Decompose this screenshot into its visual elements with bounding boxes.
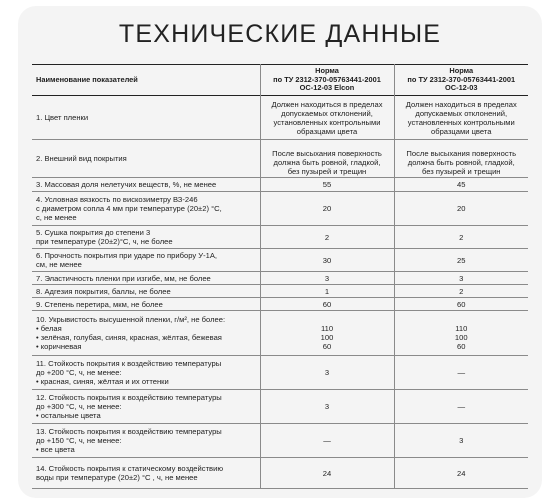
header-norm-elcon (260, 65, 394, 96)
row-value-line: 25 (457, 255, 466, 265)
row-value-elcon (260, 298, 394, 311)
row-parameter-name (32, 96, 260, 140)
row-parameter-line: с, не менее (36, 213, 77, 222)
row-parameter-line: • белая (36, 324, 62, 333)
row-parameter-name (32, 298, 260, 311)
row-parameter-name (32, 272, 260, 285)
row-parameter-line: 3. Массовая доля нелетучих веществ, %, не менее (36, 180, 217, 189)
row-parameter-line: до +300 °С, ч, не менее: (36, 402, 122, 411)
row-value-os (394, 298, 528, 311)
tech-data-table (32, 64, 528, 489)
header-norm-os (394, 65, 528, 96)
row-value-elcon (260, 96, 394, 140)
row-parameter-name (32, 140, 260, 178)
row-parameter-line: 10. Укрывистость высушенной пленки, г/м², не более: (36, 315, 226, 324)
row-parameter-name (32, 458, 260, 489)
row-parameter-line: 12. Стойкость покрытия к воздействию температуры (36, 393, 222, 402)
row-value-line: 24 (322, 468, 332, 478)
row-parameter-name (32, 178, 260, 192)
row-value-line: Должен находиться в пределах (405, 99, 517, 109)
table-row (32, 311, 528, 356)
table-body (32, 96, 528, 489)
row-parameter-name (32, 390, 260, 424)
row-parameter-line: 4. Условная вязкость по вискозиметру ВЗ-246 (36, 195, 198, 204)
row-value-line: — (457, 368, 466, 377)
row-parameter-line: 11. Стойкость покрытия к воздействию температуры (36, 359, 222, 368)
row-parameter-name (32, 226, 260, 249)
row-value-line: 60 (457, 341, 466, 351)
row-value-os (394, 424, 528, 458)
table-row (32, 249, 528, 272)
table-row (32, 272, 528, 285)
table-row (32, 285, 528, 298)
row-value-line: 3 (459, 436, 464, 445)
row-value-line: 100 (320, 332, 334, 342)
row-value-os (394, 249, 528, 272)
header-name: Наименование показателей (36, 74, 138, 84)
row-value-line: образцами цвета (296, 126, 358, 136)
row-parameter-name (32, 311, 260, 356)
row-value-line: После высыхания поверхность (272, 149, 382, 158)
table-row (32, 178, 528, 192)
row-value-line: установленных контрольными (273, 117, 381, 127)
row-value-os (394, 226, 528, 249)
header-norm-os-line: по ТУ 2312-370-05763441-2001 (407, 74, 516, 84)
row-value-os (394, 272, 528, 285)
row-value-os (394, 140, 528, 178)
row-value-line: 45 (457, 180, 466, 189)
row-value-line: После высыхания поверхность (406, 149, 517, 158)
row-value-elcon (260, 272, 394, 285)
header-norm-os-line: Норма (449, 66, 474, 76)
row-value-line: — (323, 436, 331, 445)
row-value-elcon (260, 311, 394, 356)
row-value-line: 24 (457, 468, 466, 478)
table-row (32, 356, 528, 390)
row-parameter-line: 2. Внешний вид покрытия (36, 154, 127, 163)
row-value-elcon (260, 390, 394, 424)
row-parameter-name (32, 249, 260, 272)
row-parameter-line: • коричневая (36, 342, 82, 351)
row-parameter-line: 6. Прочность покрытия при ударе по прибору У-1А, (36, 251, 218, 260)
page-title: ТЕХНИЧЕСКИЕ ДАННЫЕ (118, 20, 442, 48)
row-value-line: Должен находиться в пределах (271, 99, 383, 109)
row-value-os (394, 458, 528, 489)
row-parameter-name (32, 424, 260, 458)
row-value-line: 100 (454, 332, 468, 342)
row-value-line: — (457, 402, 466, 411)
row-value-line: 55 (322, 180, 332, 189)
row-value-elcon (260, 178, 394, 192)
row-value-line: без пузырей и трещин (287, 167, 367, 176)
table-row (32, 298, 528, 311)
row-value-os (394, 178, 528, 192)
row-value-line: 3 (324, 402, 330, 411)
row-parameter-name (32, 192, 260, 226)
row-value-elcon (260, 192, 394, 226)
row-value-os (394, 311, 528, 356)
row-value-line: 2 (459, 286, 464, 296)
row-value-line: 2 (459, 232, 464, 242)
row-value-elcon (260, 140, 394, 178)
row-parameter-line: с диаметром сопла 4 мм при температуре (20±2) °С, (36, 204, 222, 213)
row-value-line: допускаемых отклонений, (415, 108, 508, 118)
row-value-os (394, 356, 528, 390)
row-value-line: 60 (322, 341, 332, 351)
row-value-elcon (260, 249, 394, 272)
row-parameter-line: 9. Степень перетира, мкм, не более (36, 299, 163, 309)
row-value-elcon (260, 458, 394, 489)
header-norm-os-line: ОС-12-03 (445, 83, 478, 93)
row-value-line: 30 (322, 255, 332, 265)
tech-data-card (18, 6, 542, 498)
row-value-line: 20 (457, 204, 466, 213)
row-parameter-line: до +150 °С, ч, не менее: (36, 436, 122, 445)
row-parameter-line: • красная, синяя, жёлтая и их оттенки (36, 377, 169, 386)
row-value-line: образцами цвета (431, 126, 492, 136)
row-value-os (394, 96, 528, 140)
row-parameter-line: до +200 °С, ч, не менее: (36, 368, 122, 377)
row-value-line: должна быть ровной, гладкой, (273, 158, 381, 167)
row-value-line: 3 (324, 273, 330, 283)
table-row (32, 458, 528, 489)
row-parameter-name (32, 285, 260, 298)
table-row (32, 96, 528, 140)
row-parameter-line: 8. Адгезия покрытия, баллы, не более (36, 286, 171, 296)
row-value-line: установленных контрольными (407, 117, 515, 127)
table-header-row (32, 65, 528, 96)
row-value-line: допускаемых отклонений, (281, 108, 373, 118)
header-norm-elcon-line: ОС-12-03 Elcon (299, 83, 355, 93)
row-value-line: должна быть ровной, гладкой, (407, 158, 515, 167)
row-value-line: 60 (457, 299, 466, 309)
table-row (32, 192, 528, 226)
row-parameter-line: • остальные цвета (36, 411, 101, 420)
row-parameter-line: • все цвета (36, 445, 75, 454)
row-value-line: 2 (324, 232, 330, 242)
row-value-line: без пузырей и трещин (421, 167, 501, 176)
row-parameter-line: при температуре (20±2)°С, ч, не более (36, 237, 173, 246)
header-norm-elcon-line: Норма (315, 66, 339, 76)
row-parameter-line: см, не менее (36, 260, 82, 269)
row-value-line: 3 (459, 273, 464, 283)
row-value-os (394, 390, 528, 424)
row-parameter-line: 5. Сушка покрытия до степени 3 (36, 228, 151, 237)
row-value-elcon (260, 356, 394, 390)
table-row (32, 390, 528, 424)
row-value-line: 110 (455, 323, 468, 333)
row-value-os (394, 192, 528, 226)
row-value-line: 60 (322, 299, 332, 309)
row-parameter-line: 1. Цвет пленки (36, 113, 89, 122)
row-value-line: 1 (324, 286, 330, 296)
row-value-line: 20 (322, 204, 332, 213)
row-parameter-name (32, 356, 260, 390)
row-value-line: 3 (324, 368, 330, 377)
row-value-elcon (260, 424, 394, 458)
row-parameter-line: • зелёная, голубая, синяя, красная, жёлтая, бежевая (36, 333, 222, 342)
row-parameter-line: 13. Стойкость покрытия к воздействию температуры (36, 427, 222, 436)
row-parameter-line: 14. Стойкость покрытия к статическому воздействию (36, 464, 224, 473)
table-row (32, 226, 528, 249)
row-parameter-line: 7. Эластичность пленки при изгибе, мм, не более (36, 273, 211, 283)
row-parameter-line: воды при температуре (20±2) °С , ч, не менее (36, 473, 198, 482)
table-row (32, 424, 528, 458)
row-value-os (394, 285, 528, 298)
row-value-elcon (260, 285, 394, 298)
row-value-elcon (260, 226, 394, 249)
row-value-line: 110 (320, 323, 334, 333)
table-row (32, 140, 528, 178)
header-norm-elcon-line: по ТУ 2312-370-05763441-2001 (273, 74, 381, 84)
